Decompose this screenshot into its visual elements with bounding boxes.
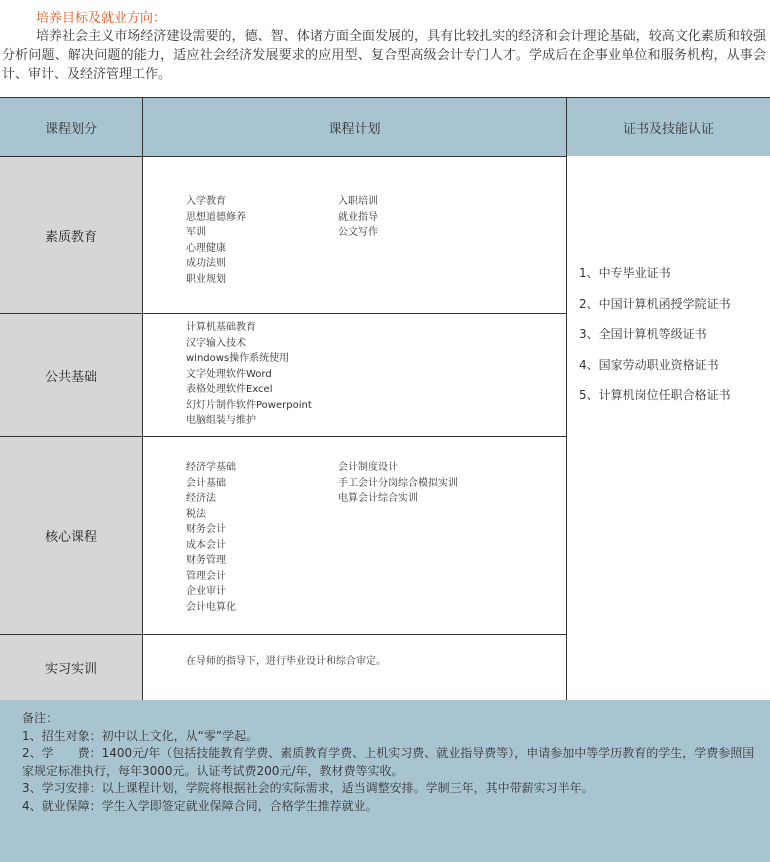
note-item: 1、招生对象：初中以上文化，从“零”学起。	[22, 728, 259, 743]
list-item: 就业指导	[338, 211, 378, 223]
list-item: 经济学基础	[186, 462, 236, 473]
list-item: 心理健康	[186, 242, 226, 254]
note-item: 2、学 费：1400元/年（包括技能教育学费、素质教育学费、上机实习费、就业指导费等），申请参加中等学历教育的学生，学费参照国家规定标准执行，每年3000元。认证考试费200元/年，教材费等实收。	[22, 746, 755, 778]
list-item: 财务管理	[186, 555, 226, 566]
list-item: windows操作系统使用	[186, 353, 290, 364]
list-item: 成功法则	[186, 258, 226, 269]
category-internship: 实习实训	[0, 635, 143, 700]
plan-core	[143, 437, 567, 635]
note-item: 3、学习安排：以上课程计划，学院将根据社会的实际需求，适当调整安排。学制三年，其中带薪实习半年。	[22, 781, 594, 795]
header-certificates: 证书及技能认证	[567, 98, 770, 156]
plan-internship	[143, 635, 567, 700]
list-item: 财务会计	[186, 524, 226, 535]
plan-list	[186, 654, 386, 670]
list-item: 入学教育	[186, 196, 226, 207]
list-item: 职业规划	[186, 273, 226, 285]
plan-quality	[143, 157, 567, 314]
list-item: 2、中国计算机函授学院证书	[579, 296, 731, 311]
list-item: 会计电算化	[186, 601, 236, 613]
certificates-list	[579, 258, 731, 411]
notes-section	[0, 700, 770, 862]
list-item: 在导师的指导下，进行毕业设计和综合审定。	[186, 656, 386, 667]
note-item: 4、就业保障：学生入学即签定就业保障合同，合格学生推荐就业。	[22, 798, 378, 813]
plan-list	[338, 194, 378, 241]
plan-list	[186, 460, 236, 615]
list-item: 3、全国计算机等级证书	[579, 327, 707, 341]
header-category: 课程划分	[0, 98, 143, 156]
list-item: 管理会计	[186, 570, 226, 582]
category-quality: 素质教育	[0, 157, 143, 314]
header-plan: 课程计划	[143, 98, 567, 156]
notes-content	[22, 710, 762, 815]
list-item: 入职培训	[338, 196, 378, 207]
list-item: 1、中专毕业证书	[579, 266, 671, 280]
list-item: 电脑组装与维护	[186, 415, 256, 426]
list-item: 文字处理软件Word	[186, 368, 272, 380]
curriculum-table	[0, 97, 770, 700]
list-item: 成本会计	[186, 539, 226, 551]
plan-list	[186, 194, 246, 287]
list-item: 经济法	[186, 493, 216, 504]
notes-title: 备注：	[22, 711, 59, 725]
list-item: 电算会计综合实训	[338, 493, 418, 504]
list-item: 汉字输入技术	[186, 337, 246, 349]
plan-public	[143, 314, 567, 437]
list-item: 税法	[186, 508, 206, 520]
list-item: 公文写作	[338, 227, 378, 238]
list-item: 计算机基础教育	[186, 322, 256, 333]
certificates-cell	[567, 156, 770, 700]
list-item: 幻灯片制作软件Powerpoint	[186, 399, 312, 411]
intro-title: 培养目标及就业方向：	[36, 11, 167, 26]
list-item: 手工会计分岗综合模拟实训	[338, 477, 458, 489]
list-item: 军训	[186, 227, 206, 238]
category-core: 核心课程	[0, 437, 143, 635]
list-item: 企业审计	[186, 586, 226, 597]
list-item: 会计基础	[186, 477, 226, 489]
plan-list	[186, 320, 312, 429]
category-public: 公共基础	[0, 314, 143, 437]
list-item: 表格处理软件Excel	[186, 384, 273, 395]
plan-list	[338, 460, 458, 507]
list-item: 4、国家劳动职业资格证书	[579, 357, 719, 372]
intro-text: 培养社会主义市场经济建设需要的，德、智、体诸方面全面发展的，具有比较扎实的经济和会计理论基础，较高文化素质和较强分析问题、解决问题的能力，适应社会经济发展要求的应用型、复合型高级会计专门人才。学成后在企事业单位和服务机构，从事会计、审计、及经济管理工作。	[2, 29, 766, 82]
list-item: 5、计算机岗位任职合格证书	[579, 388, 731, 402]
list-item: 思想道德修养	[186, 211, 246, 223]
list-item: 会计制度设计	[338, 462, 398, 473]
